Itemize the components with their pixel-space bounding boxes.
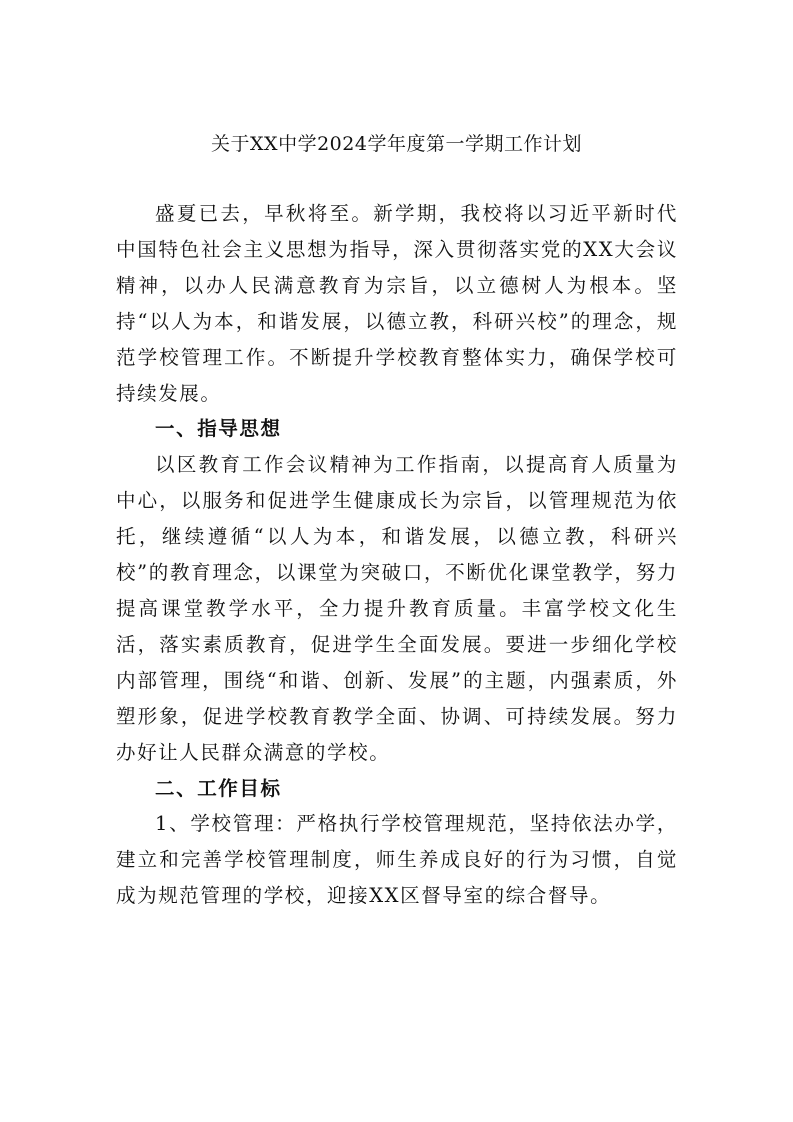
document-title: 关于XX中学2024学年度第一学期工作计划 [211, 133, 582, 155]
guiding-ideology-paragraph: 以区教育工作会议精神为工作指南，以提高育人质量为中心，以服务和促进学生健康成长为宗旨，以管理规范为依托，继续遵循“以人为本，和谐发展，以德立教，科研兴校”的教育理念，以课堂为突破口，不断优化课堂教学，努力提高课堂教学水平，全力提升教育质量。丰富学校文化生活，落实素质教育，促进学生全面发展。要进一步细化学校内部管理，围绕“和谐、创新、发展”的主题，内强素质，外塑形象，促进学校教育教学全面、协调、可持续发展。努力办好让人民群众满意的学校。 [116, 453, 678, 764]
document-body [116, 196, 678, 914]
section-heading-guiding-ideology: 一、指导思想 [155, 417, 282, 441]
work-goal-item-school-management: 1、学校管理：严格执行学校管理规范，坚持依法办学，建立和完善学校管理制度，师生养成良好的行为习惯，自觉成为规范管理的学校，迎接XX区督导室的综合督导。 [116, 812, 678, 908]
intro-paragraph: 盛夏已去，早秋将至。新学期，我校将以习近平新时代中国特色社会主义思想为指导，深入贯彻落实党的XX大会议精神，以办人民满意教育为宗旨，以立德树人为根本。坚持“以人为本，和谐发展，以德立教，科研兴校”的理念，规范学校管理工作。不断提升学校教育整体实力，确保学校可持续发展。 [116, 202, 678, 405]
section-heading-work-goals: 二、工作目标 [155, 776, 282, 800]
